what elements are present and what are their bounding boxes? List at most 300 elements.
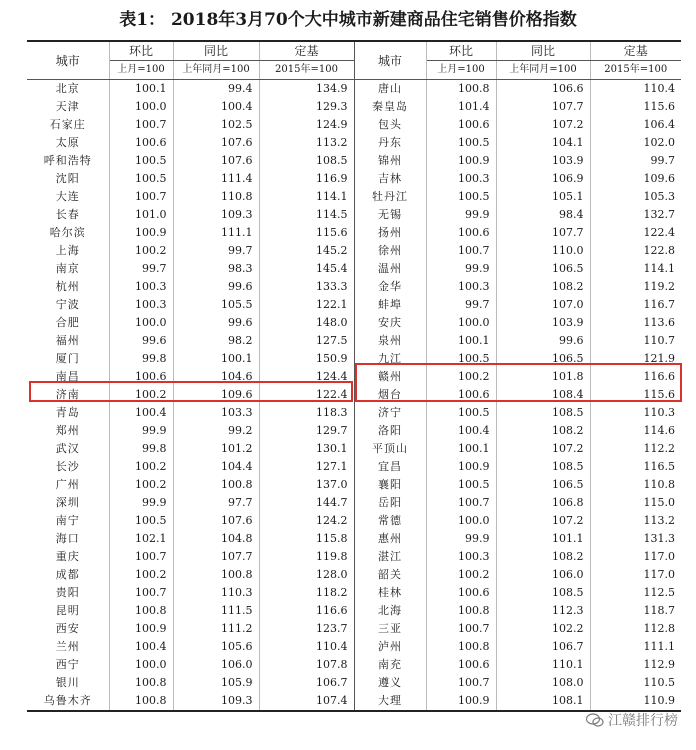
left-city-cell: 成都 [27,566,109,584]
right-yoy-cell: 108.5 [496,458,590,476]
right-base-cell: 111.1 [643,640,675,653]
left-mom-cell: 100.0 [109,314,173,332]
left-mom-cell: 99.9 [109,422,173,440]
right-base-cell: 116.6 [643,370,675,383]
right-mom-cell: 100.2 [426,368,496,386]
right-city-cell: 蚌埠 [354,296,426,314]
right-yoy-cell: 108.2 [496,422,590,440]
right-yoy-cell: 106.0 [496,566,590,584]
left-base-cell: 107.8 [259,656,354,674]
right-city-cell: 三亚 [354,620,426,638]
table-row [27,296,681,314]
left-yoy-cell: 99.6 [173,314,259,332]
wechat-icon [586,713,604,727]
right-yoy-cell: 98.4 [496,206,590,224]
right-mom-cell: 100.8 [426,638,496,656]
right-mom-cell: 100.2 [426,566,496,584]
left-yoy-cell: 100.4 [173,98,259,116]
table-row [27,548,681,566]
right-city-cell: 济宁 [354,404,426,422]
table-row [27,512,681,530]
right-city-cell: 平顶山 [354,440,426,458]
highlight-box-nanchang [29,381,353,402]
left-base-cell: 129.7 [259,422,354,440]
left-yoy-cell: 100.1 [173,350,259,368]
table-row [27,134,681,152]
left-mom-cell: 100.6 [109,368,173,386]
table-row [27,116,681,134]
left-city-cell: 深圳 [27,494,109,512]
left-base-cell: 116.9 [259,170,354,188]
right-mom-cell: 101.4 [426,98,496,116]
left-city-cell: 乌鲁木齐 [27,692,109,711]
left-city-cell: 哈尔滨 [27,224,109,242]
table-row [27,476,681,494]
right-yoy-cell: 106.9 [496,170,590,188]
table-row [27,584,681,602]
right-yoy-cell: 107.7 [496,224,590,242]
right-city-cell: 扬州 [354,224,426,242]
left-base-cell: 144.7 [259,494,354,512]
right-mom-cell: 100.3 [426,278,496,296]
left-mom-cell: 102.1 [109,530,173,548]
right-base-cell: 118.7 [643,604,675,617]
right-mom-cell: 100.5 [426,476,496,494]
right-mom-cell: 100.0 [426,314,496,332]
left-yoy-cell: 111.4 [173,170,259,188]
right-city-cell: 岳阳 [354,494,426,512]
left-base-cell: 113.2 [259,134,354,152]
right-base-cell: 112.8 [643,622,675,635]
table-row [27,530,681,548]
left-base-cell: 115.8 [259,530,354,548]
right-city-cell: 吉林 [354,170,426,188]
left-city-cell: 兰州 [27,638,109,656]
right-mom-cell: 100.9 [426,692,496,711]
right-yoy-cell: 112.3 [496,602,590,620]
left-city-cell: 呼和浩特 [27,152,109,170]
right-mom-cell: 100.1 [426,332,496,350]
left-mom-cell: 100.9 [109,224,173,242]
left-base-cell: 129.3 [259,98,354,116]
right-city-cell: 九江 [354,350,426,368]
table-row [27,314,681,332]
right-mom-cell: 100.7 [426,242,496,260]
table-row [27,566,681,584]
right-city-cell: 大理 [354,692,426,711]
right-city-cell: 牡丹江 [354,188,426,206]
right-mom-cell: 100.3 [426,548,496,566]
left-mom-cell: 100.2 [109,566,173,584]
right-base-cell: 117.0 [643,550,675,563]
left-city-cell: 西安 [27,620,109,638]
left-mom-cell: 100.8 [109,602,173,620]
left-yoy-cell: 110.3 [173,584,259,602]
left-yoy-cell: 105.6 [173,638,259,656]
left-yoy-cell: 111.5 [173,602,259,620]
left-base-cell: 110.4 [259,638,354,656]
left-city-cell: 天津 [27,98,109,116]
right-city-cell: 烟台 [354,386,426,404]
left-base-cell: 116.6 [259,602,354,620]
left-city-cell: 海口 [27,530,109,548]
table-row [27,440,681,458]
left-yoy-cell: 97.7 [173,494,259,512]
left-mom-cell: 99.6 [109,332,173,350]
left-city-cell: 宁波 [27,296,109,314]
left-base-cell: 114.5 [259,206,354,224]
right-base-cell: 112.2 [643,442,675,455]
right-city-cell: 秦皇岛 [354,98,426,116]
left-city-cell: 郑州 [27,422,109,440]
left-mom-cell: 100.1 [109,80,173,99]
left-mom-cell: 100.5 [109,152,173,170]
right-mom-cell: 100.7 [426,674,496,692]
right-mom-cell: 100.9 [426,152,496,170]
right-base-cell: 116.5 [643,460,675,473]
right-yoy-cell: 107.2 [496,116,590,134]
left-yoy-cell: 104.4 [173,458,259,476]
right-mom-cell: 100.7 [426,620,496,638]
left-mom-cell: 100.4 [109,638,173,656]
right-base-cell: 102.0 [643,136,675,149]
table-row [27,80,681,99]
right-base-cell: 122.4 [643,226,675,239]
left-base-cell: 127.1 [259,458,354,476]
left-base-cell: 122.1 [259,296,354,314]
header-base-left: 定基 [259,41,354,61]
right-base-cell: 132.7 [643,208,675,221]
table-row [27,692,681,711]
right-city-cell: 锦州 [354,152,426,170]
right-city-cell: 常德 [354,512,426,530]
left-city-cell: 合肥 [27,314,109,332]
right-yoy-cell: 106.5 [496,350,590,368]
subheader-base-left: 2015年=100 [259,61,354,80]
left-base-cell: 130.1 [259,440,354,458]
left-yoy-cell: 104.6 [173,368,259,386]
right-city-cell: 韶关 [354,566,426,584]
right-city-cell: 泉州 [354,332,426,350]
left-mom-cell: 101.0 [109,206,173,224]
right-yoy-cell: 106.5 [496,476,590,494]
right-city-cell: 泸州 [354,638,426,656]
left-base-cell: 134.9 [259,80,354,99]
table-row [27,656,681,674]
left-base-cell: 119.8 [259,548,354,566]
left-base-cell: 108.5 [259,152,354,170]
table-row [27,674,681,692]
table-row [27,278,681,296]
left-mom-cell: 100.5 [109,170,173,188]
right-mom-cell: 100.6 [426,656,496,674]
left-city-cell: 杭州 [27,278,109,296]
header-city-right: 城市 [354,41,426,80]
right-base-cell: 112.9 [643,658,675,671]
right-yoy-cell: 107.7 [496,98,590,116]
subheader-mom-right: 上月=100 [426,61,496,80]
left-mom-cell: 99.9 [109,494,173,512]
right-mom-cell: 99.9 [426,260,496,278]
right-mom-cell: 100.0 [426,512,496,530]
left-city-cell: 长春 [27,206,109,224]
left-city-cell: 长沙 [27,458,109,476]
left-yoy-cell: 105.5 [173,296,259,314]
left-base-cell: 127.5 [259,332,354,350]
right-yoy-cell: 103.9 [496,152,590,170]
left-base-cell: 124.4 [259,368,354,386]
right-city-cell: 湛江 [354,548,426,566]
right-base-cell: 106.4 [643,118,675,131]
left-mom-cell: 100.6 [109,134,173,152]
subheader-yoy-right: 上年同月=100 [496,61,590,80]
right-base-cell: 110.5 [643,676,675,689]
left-city-cell: 武汉 [27,440,109,458]
left-city-cell: 南京 [27,260,109,278]
left-city-cell: 青岛 [27,404,109,422]
left-mom-cell: 100.9 [109,620,173,638]
table-title: 表1： 2018年3月70个大中城市新建商品住宅销售价格指数 [119,10,577,30]
right-mom-cell: 99.9 [426,530,496,548]
left-city-cell: 重庆 [27,548,109,566]
left-base-cell: 145.2 [259,242,354,260]
left-city-cell: 沈阳 [27,170,109,188]
right-mom-cell: 100.8 [426,602,496,620]
left-city-cell: 昆明 [27,602,109,620]
table-row [27,332,681,350]
right-base-cell: 117.0 [643,568,675,581]
left-yoy-cell: 99.7 [173,242,259,260]
left-yoy-cell: 105.9 [173,674,259,692]
header-mom-left: 环比 [109,41,173,61]
right-base-cell: 115.0 [643,496,675,509]
left-base-cell: 123.7 [259,620,354,638]
left-base-cell: 137.0 [259,476,354,494]
table-row [27,170,681,188]
right-city-cell: 无锡 [354,206,426,224]
right-base-cell: 116.7 [643,298,675,311]
left-yoy-cell: 107.6 [173,134,259,152]
right-mom-cell: 100.7 [426,494,496,512]
right-yoy-cell: 107.2 [496,440,590,458]
left-yoy-cell: 107.6 [173,152,259,170]
right-city-cell: 南充 [354,656,426,674]
right-yoy-cell: 106.8 [496,494,590,512]
table-row [27,260,681,278]
right-base-cell: 110.7 [643,334,675,347]
right-yoy-cell: 102.2 [496,620,590,638]
left-mom-cell: 100.0 [109,656,173,674]
left-yoy-cell: 109.3 [173,206,259,224]
left-mom-cell: 100.2 [109,458,173,476]
right-mom-cell: 99.9 [426,206,496,224]
table-row [27,458,681,476]
left-yoy-cell: 104.8 [173,530,259,548]
right-city-cell: 襄阳 [354,476,426,494]
right-city-cell: 金华 [354,278,426,296]
left-base-cell: 124.2 [259,512,354,530]
left-base-cell: 122.4 [259,386,354,404]
left-base-cell: 150.9 [259,350,354,368]
left-base-cell: 118.3 [259,404,354,422]
left-yoy-cell: 103.3 [173,404,259,422]
right-yoy-cell: 105.1 [496,188,590,206]
left-base-cell: 145.4 [259,260,354,278]
right-yoy-cell: 106.6 [496,80,590,99]
right-mom-cell: 100.8 [426,80,496,99]
right-base-cell: 112.5 [643,586,675,599]
right-yoy-cell: 99.6 [496,332,590,350]
left-mom-cell: 100.3 [109,278,173,296]
left-city-cell: 银川 [27,674,109,692]
left-mom-cell: 100.2 [109,476,173,494]
watermark [586,710,678,730]
right-base-cell: 110.4 [643,82,675,95]
left-city-cell: 贵阳 [27,584,109,602]
left-yoy-cell: 111.1 [173,224,259,242]
left-base-cell: 106.7 [259,674,354,692]
right-base-cell: 115.6 [643,100,675,113]
left-base-cell: 133.3 [259,278,354,296]
right-base-cell: 105.3 [643,190,675,203]
subheader-base-right: 2015年=100 [590,61,681,80]
left-city-cell: 济南 [27,386,109,404]
right-base-cell: 121.9 [643,352,675,365]
right-base-cell: 99.7 [650,154,675,167]
right-mom-cell: 100.5 [426,188,496,206]
header-mom-right: 环比 [426,41,496,61]
right-yoy-cell: 110.0 [496,242,590,260]
header-city-left: 城市 [27,41,109,80]
left-mom-cell: 100.7 [109,584,173,602]
highlight-box-jiujiang-ganzhou [355,363,682,402]
right-mom-cell: 100.4 [426,422,496,440]
header-yoy-left: 同比 [173,41,259,61]
left-mom-cell: 100.2 [109,386,173,404]
right-base-cell: 113.2 [643,514,675,527]
right-yoy-cell: 108.4 [496,386,590,404]
right-mom-cell: 100.1 [426,440,496,458]
right-yoy-cell: 106.7 [496,638,590,656]
table-row [27,602,681,620]
left-base-cell: 148.0 [259,314,354,332]
left-mom-cell: 100.7 [109,116,173,134]
right-city-cell: 洛阳 [354,422,426,440]
table-row [27,494,681,512]
header-yoy-right: 同比 [496,41,590,61]
right-mom-cell: 100.6 [426,584,496,602]
left-city-cell: 上海 [27,242,109,260]
right-yoy-cell: 110.1 [496,656,590,674]
left-base-cell: 118.2 [259,584,354,602]
header-base-right: 定基 [590,41,681,61]
right-base-cell: 109.6 [643,172,675,185]
left-yoy-cell: 110.8 [173,188,259,206]
table-row [27,98,681,116]
left-city-cell: 大连 [27,188,109,206]
left-base-cell: 115.6 [259,224,354,242]
left-city-cell: 福州 [27,332,109,350]
right-city-cell: 温州 [354,260,426,278]
right-mom-cell: 100.5 [426,134,496,152]
left-mom-cell: 99.8 [109,440,173,458]
subheader-mom-left: 上月=100 [109,61,173,80]
right-city-cell: 唐山 [354,80,426,99]
right-mom-cell: 100.5 [426,404,496,422]
right-city-cell: 桂林 [354,584,426,602]
left-mom-cell: 100.8 [109,674,173,692]
left-base-cell: 114.1 [259,188,354,206]
left-yoy-cell: 100.8 [173,566,259,584]
right-city-cell: 安庆 [354,314,426,332]
left-yoy-cell: 99.4 [173,80,259,99]
left-city-cell: 南昌 [27,368,109,386]
left-city-cell: 太原 [27,134,109,152]
left-mom-cell: 99.8 [109,350,173,368]
table-row [27,224,681,242]
right-mom-cell: 100.6 [426,224,496,242]
right-yoy-cell: 108.1 [496,692,590,711]
right-city-cell: 赣州 [354,368,426,386]
table-row [27,638,681,656]
left-mom-cell: 100.3 [109,296,173,314]
right-base-cell: 131.3 [643,532,675,545]
right-mom-cell: 99.7 [426,296,496,314]
right-base-cell: 110.8 [643,478,675,491]
left-yoy-cell: 102.5 [173,116,259,134]
left-mom-cell: 100.7 [109,548,173,566]
right-yoy-cell: 106.5 [496,260,590,278]
left-yoy-cell: 98.2 [173,332,259,350]
left-mom-cell: 100.8 [109,692,173,711]
table-row [27,152,681,170]
table-row [27,242,681,260]
right-city-cell: 惠州 [354,530,426,548]
left-yoy-cell: 107.7 [173,548,259,566]
right-base-cell: 114.1 [643,262,675,275]
right-city-cell: 北海 [354,602,426,620]
watermark-text: 江赣排行榜 [608,713,678,729]
right-city-cell: 宜昌 [354,458,426,476]
left-base-cell: 124.9 [259,116,354,134]
left-yoy-cell: 101.2 [173,440,259,458]
right-mom-cell: 100.5 [426,350,496,368]
left-yoy-cell: 98.3 [173,260,259,278]
left-mom-cell: 100.0 [109,98,173,116]
left-yoy-cell: 109.6 [173,386,259,404]
left-city-cell: 北京 [27,80,109,99]
table-row [27,620,681,638]
right-city-cell: 徐州 [354,242,426,260]
table-row [27,188,681,206]
table-row [27,404,681,422]
right-mom-cell: 100.6 [426,116,496,134]
right-mom-cell: 100.3 [426,170,496,188]
right-yoy-cell: 108.5 [496,584,590,602]
right-base-cell: 110.3 [643,406,675,419]
left-mom-cell: 100.4 [109,404,173,422]
right-city-cell: 丹东 [354,134,426,152]
right-base-cell: 110.9 [643,694,675,707]
left-yoy-cell: 109.3 [173,692,259,711]
left-city-cell: 石家庄 [27,116,109,134]
right-yoy-cell: 107.2 [496,512,590,530]
left-city-cell: 西宁 [27,656,109,674]
right-mom-cell: 100.6 [426,386,496,404]
right-base-cell: 115.6 [643,388,675,401]
right-yoy-cell: 103.9 [496,314,590,332]
left-city-cell: 厦门 [27,350,109,368]
